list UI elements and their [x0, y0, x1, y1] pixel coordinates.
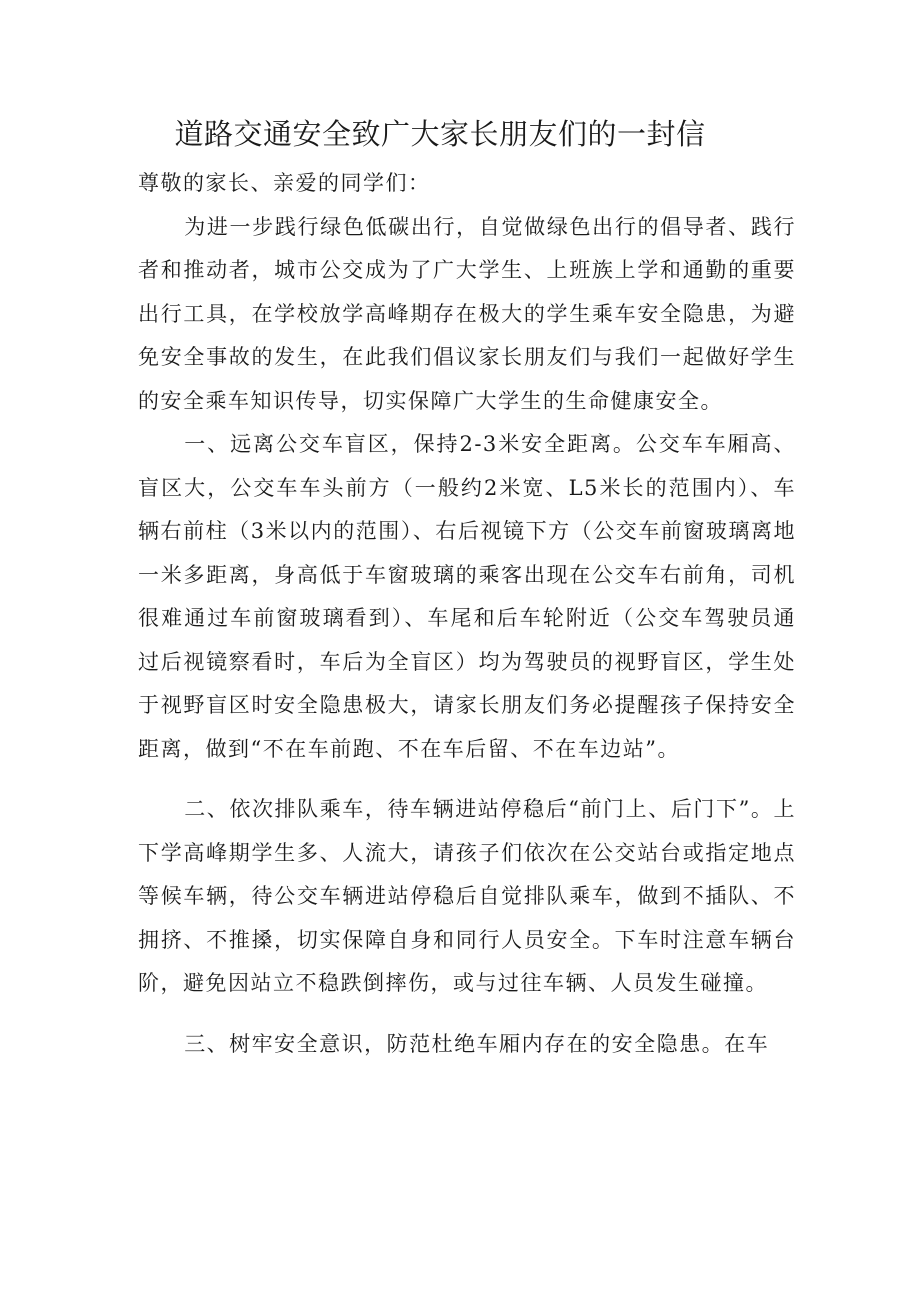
paragraph-section-3: 三、树牢安全意识，防范杜绝车厢内存在的安全隐患。在车 — [184, 1031, 770, 1056]
paragraph-section-1: 一、远离公交车盲区，保持2-3米安全距离。公交车车厢高、盲区大，公交车车头前方（一般约2米宽、L5米长的范围内）、车辆右前柱（3米以内的范围）、右后视镜下方（公交车前窗玻璃离地一米多距离，身高低于车窗玻璃的乘客出现在公交车右前角，司机很难通过车前窗玻璃看到）、车尾和后车轮附近（公交车驾驶员通过后视镜察看时，车后为全盲区）均为驾驶员的视野盲区，学生处于视野盲区时安全隐患极大，请家长朋友们务必提醒孩子保持安全距离，做到“不在车前跑、不在车后留、不在车边站”。 — [138, 432, 796, 761]
paragraph-intro: 为进一步践行绿色低碳出行，自觉做绿色出行的倡导者、践行者和推动者，城市公交成为了广大学生、上班族上学和通勤的重要出行工具，在学校放学高峰期存在极大的学生乘车安全隐患，为避免安全事故的发生，在此我们倡议家长朋友们与我们一起做好学生的安全乘车知识传导，切实保障广大学生的生命健康安全。 — [138, 214, 796, 413]
paragraph-section-2: 二、依次排队乘车，待车辆进站停稳后“前门上、后门下”。上下学高峰期学生多、人流大，请孩子们依次在公交站台或指定地点等候车辆，待公交车辆进站停稳后自觉排队乘车，做到不插队、不拥挤、不推搡，切实保障自身和同行人员安全。下车时注意车辆台阶，避免因站立不稳跌倒摔伤，或与过往车辆、人员发生碰撞。 — [138, 797, 796, 995]
salutation: 尊敬的家长、亲爱的同学们： — [138, 171, 431, 195]
document-title: 道路交通安全致广大家长朋友们的一封信 — [174, 117, 706, 151]
letter-body — [138, 162, 796, 1066]
